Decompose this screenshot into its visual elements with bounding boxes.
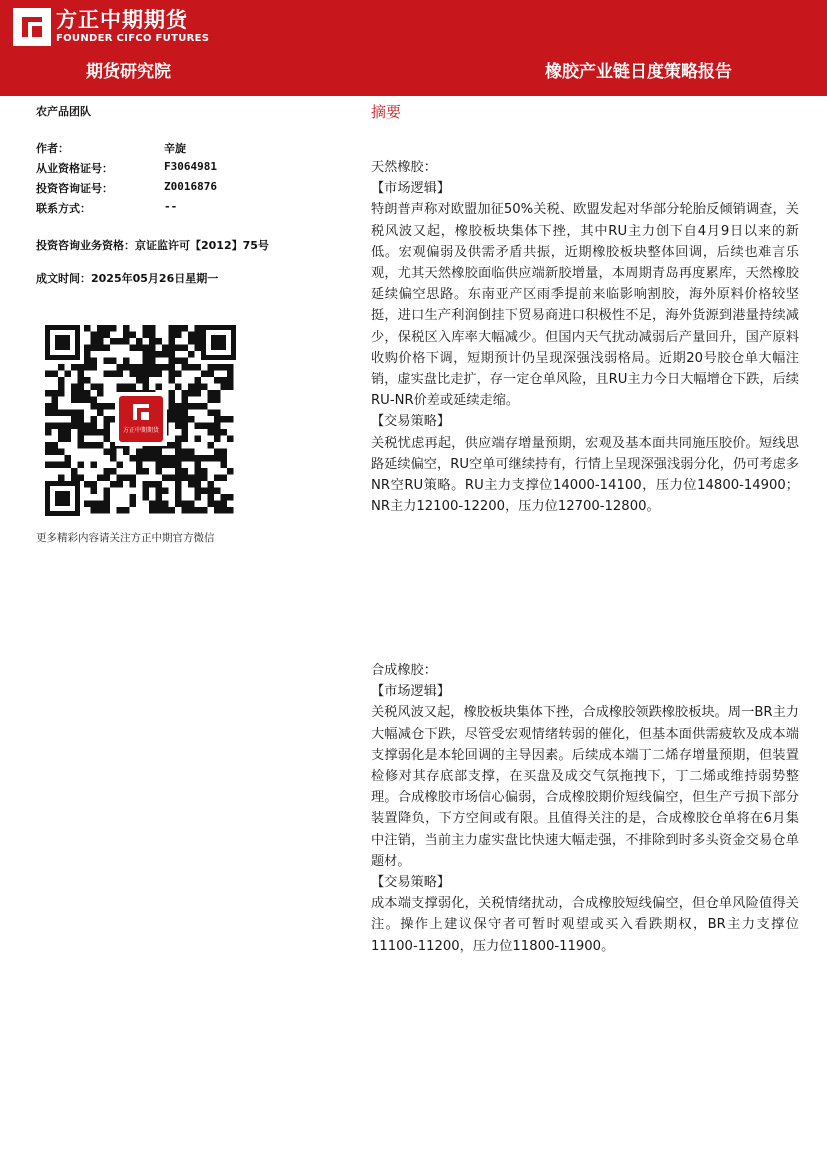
section-heading: 天然橡胶：: [371, 160, 437, 175]
founder-logo-icon: [13, 8, 51, 46]
trading-strategy-label: 【交易策略】: [371, 875, 451, 891]
trading-strategy-text: 成本端支撑弱化，关税情绪扰动，合成橡胶短线偏空，但仓单风险值得关注。操作上建议保守者可暂时观望或买入看跌期权，BR主力支撑位11100-11200，压力位11800-11900。: [371, 896, 799, 954]
qr-caption: 更多精彩内容请关注方正中期官方微信: [36, 532, 215, 544]
institute-name: 期货研究院: [86, 62, 171, 82]
row-value: 辛旋: [164, 142, 186, 155]
qr-logo-text: 方正中期期货: [122, 427, 160, 434]
row-label: 从业资格证号：: [36, 162, 113, 175]
row-label: 联系方式：: [36, 202, 91, 215]
market-logic-text: 关税风波又起，橡胶板块集体下挫，合成橡胶领跌橡胶板块。周一BR主力大幅减仓下跌，尽管受宏观情绪转弱的催化，但基本面供需疲软及成本端支撑弱化是本轮回调的主导因素。后续成本端丁二烯存增量预期，但装置检修对其存底部支撑，在买盘及成交气氛拖拽下，丁二烯或维持弱势整理。合成橡胶市场信心偏弱，合成橡胶期价短线偏空，但生产亏损下部分装置降负，下方空间或有限。且值得关注的是，合成橡胶仓单将在6月集中注销，当前主力虚实盘比快速大幅走强，不排除到时多头资金交易仓单题材。: [371, 705, 799, 869]
row-label: 作者：: [36, 142, 69, 155]
abstract-title: 摘要: [371, 103, 402, 121]
row-value: --: [164, 200, 178, 213]
page-header: [0, 0, 827, 96]
trading-strategy-label: 【交易策略】: [371, 414, 451, 430]
market-logic-label: 【市场逻辑】: [371, 684, 451, 700]
header-divider: [0, 96, 827, 98]
row-value: F3064981: [164, 160, 217, 173]
synthetic-rubber-section: [371, 660, 799, 957]
row-value: Z0016876: [164, 180, 217, 193]
market-logic-text: 特朗普声称对欧盟加征50%关税、欧盟发起对华部分轮胎反倾销调查，关税风波又起，橡胶板块集体下挫，其中RU主力创下自4月9日以来的新低。宏观偏弱及供需矛盾共振，近期橡胶板块整体回调，后续也难言乐观，尤其天然橡胶面临供应端新胶增量，本周期青岛再度累库，天然橡胶延续偏空思路。东南亚产区雨季提前来临影响割胶，海外原料价格较坚挺，进口生产利润倒挂下贸易商进口积极性不足，海外货源到港量持续减少，保税区入库率大幅减少。但国内天气扰动减弱后产量回升，国产原料收购价格下调，短期预计仍呈现深强浅弱格局。近期20号胶仓单大幅注销，虚实盘比走扩，存一定仓单风险，且RU主力今日大幅增仓下跌，后续RU-NR价差或延续走缩。: [371, 202, 799, 409]
report-title: 橡胶产业链日度策略报告: [545, 62, 732, 82]
report-date: 成文时间：2025年05月26日星期一: [36, 272, 219, 285]
natural-rubber-section: [371, 157, 799, 517]
section-heading: 合成橡胶：: [371, 663, 437, 678]
logo-chinese: 方正中期期货: [56, 8, 188, 32]
row-label: 投资咨询证号：: [36, 182, 113, 195]
trading-strategy-text: 关税忧虑再起，供应端存增量预期，宏观及基本面共同施压胶价。短线思路延续偏空，RU空单可继续持有，行情上呈现深强浅弱分化，仍可考虑多NR空RU策略。RU主力支撑位14000-14100，压力位14800-14900；NR主力12100-12200，压力位12700-12800。: [371, 435, 799, 515]
market-logic-label: 【市场逻辑】: [371, 181, 451, 197]
business-qualification: 投资咨询业务资格：京证监许可【2012】75号: [36, 239, 269, 252]
wechat-qr-code: [42, 322, 239, 519]
logo-english: FOUNDER CIFCO FUTURES: [56, 33, 210, 44]
team-name: 农产品团队: [36, 105, 91, 118]
